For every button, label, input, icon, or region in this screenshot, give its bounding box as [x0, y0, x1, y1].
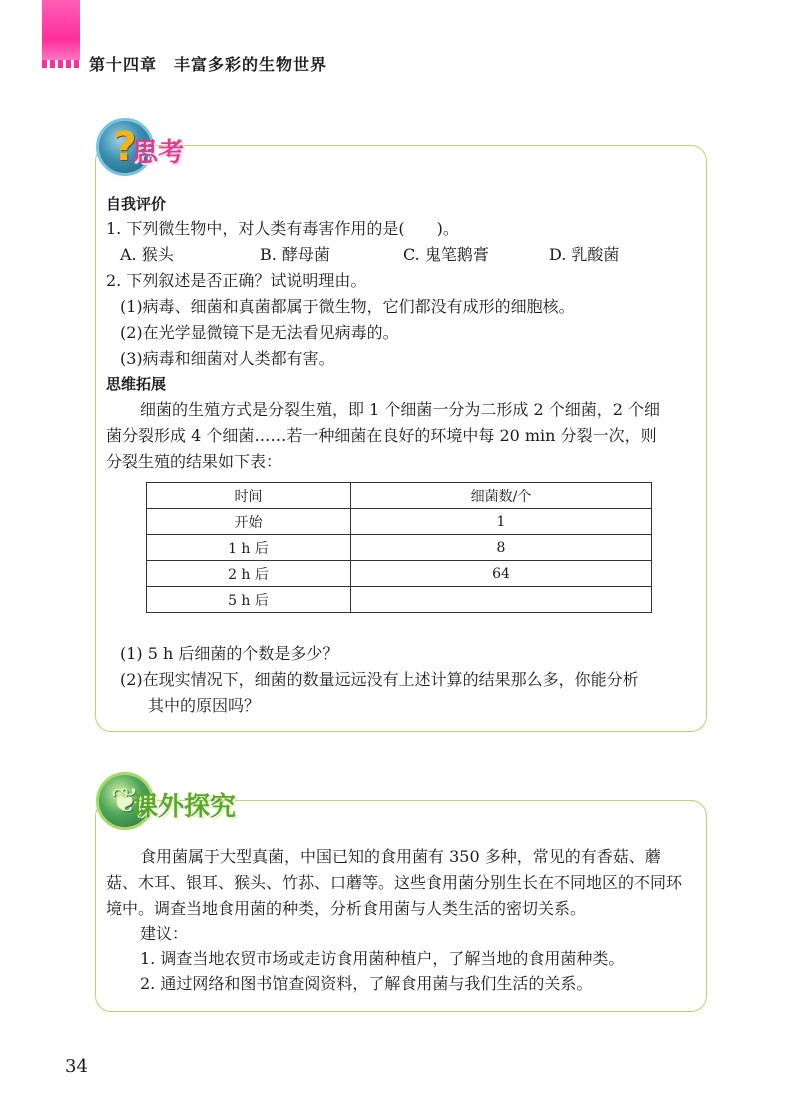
suggestion-1: 1. 调查当地农贸市场或走访食用菌种植户，了解当地的食用菌种类。	[140, 949, 625, 968]
q1-option-b: B. 酵母菌	[260, 245, 330, 264]
thinking-title: 思考	[132, 138, 185, 168]
extension-para-line-1: 细菌的生殖方式是分裂生殖，即 1 个细菌一分为二形成 2 个细菌，2 个细	[140, 400, 660, 419]
q1-option-a: A. 猴头	[120, 245, 174, 264]
extension-heading: 思维拓展	[106, 375, 167, 393]
leaf-icon: ❦	[96, 772, 154, 830]
table-cell-time: 1 h 后	[147, 535, 351, 561]
table-header-count: 细菌数/个	[350, 483, 651, 509]
table-cell-count: 8	[350, 535, 651, 561]
table-cell-count: 64	[350, 561, 651, 587]
extension-question-2-cont: 其中的原因吗？	[148, 696, 261, 715]
question-mark-icon: ?	[96, 118, 154, 176]
q1-option-c: C. 鬼笔鹅膏	[403, 245, 489, 264]
chapter-title: 第十四章 丰富多彩的生物世界	[89, 55, 328, 74]
q2-item-1: (1)病毒、细菌和真菌都属于微生物，它们都没有成形的细胞核。	[120, 297, 575, 316]
explore-para-line-1: 食用菌属于大型真菌，中国已知的食用菌有 350 多种，常见的有香菇、蘑	[140, 847, 661, 866]
extension-question-1: (1) 5 h 后细菌的个数是多少？	[120, 644, 339, 663]
q1-option-d: D. 乳酸菌	[549, 245, 620, 264]
table-cell-time: 5 h 后	[147, 587, 351, 613]
explore-para-line-2: 菇、木耳、银耳、猴头、竹荪、口蘑等。这些食用菌分别生长在不同地区的不同环	[106, 873, 683, 892]
extension-para-line-3: 分裂生殖的结果如下表：	[106, 452, 283, 471]
self-eval-heading: 自我评价	[106, 195, 167, 213]
suggest-label: 建议：	[140, 924, 189, 943]
explore-para-line-3: 境中。调查当地食用菌的种类，分析食用菌与人类生活的密切关系。	[106, 899, 587, 918]
extension-question-2: (2)在现实情况下，细菌的数量远远没有上述计算的结果那么多，你能分析	[120, 670, 639, 689]
table-cell-count	[350, 587, 651, 613]
explore-title: 课外探究	[132, 792, 237, 822]
table-row	[147, 509, 652, 535]
table-cell-count: 1	[350, 509, 651, 535]
q2-item-3: (3)病毒和细菌对人类都有害。	[120, 349, 335, 368]
table-header-time: 时间	[147, 483, 351, 509]
q2-item-2: (2)在光学显微镜下是无法看见病毒的。	[120, 323, 399, 342]
table-cell-time: 开始	[147, 509, 351, 535]
table-row	[147, 535, 652, 561]
suggestion-2: 2. 通过网络和图书馆查阅资料，了解食用菌与我们生活的关系。	[140, 974, 593, 993]
chapter-tab-decoration	[42, 0, 80, 66]
table-row	[147, 561, 652, 587]
table-cell-time: 2 h 后	[147, 561, 351, 587]
table-header-row	[147, 483, 652, 509]
table-row	[147, 587, 652, 613]
chapter-tab-steps	[42, 60, 80, 68]
question-2: 2. 下列叙述是否正确？试说明理由。	[106, 271, 367, 290]
question-1: 1. 下列微生物中，对人类有毒害作用的是( )。	[106, 219, 459, 238]
bacteria-table	[146, 482, 652, 613]
extension-para-line-2: 菌分裂形成 4 个细菌……若一种细菌在良好的环境中每 20 min 分裂一次，则	[106, 426, 657, 445]
page-number: 34	[65, 1056, 88, 1077]
